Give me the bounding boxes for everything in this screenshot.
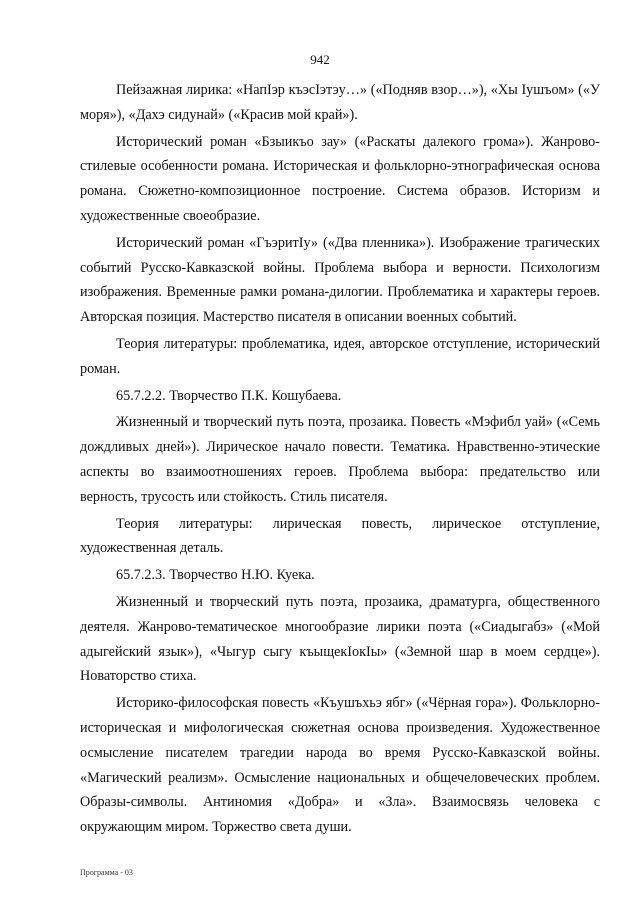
paragraph-novel-two-prisoners: Исторический роман «ГъэритIу» («Два пленника»). Изображение трагических событий Русско-Кавказской войны. Проблема выбора и верности. Психологизм изображения. Временные рамки романа-дилогии. Проблематика и характеры героев. Авторская позиция. Мастерство писателя в описании военных событий.: [80, 234, 600, 326]
paragraph-novel-bzyiko-zau: Исторический роман «Бзыикъо зау» («Раскаты далекого грома»). Жанрово-стилевые особенности романа. Историческая и фольклорно-этнографическая основа романа. Сюжетно-композиционное построение. Система образов. Историзм и художественные своеобразие.: [80, 133, 600, 224]
paragraph-literary-theory-2: Теория литературы: лирическая повесть, лирическое отступление, художественная деталь.: [80, 515, 600, 557]
paragraph-literary-theory-1: Теория литературы: проблематика, идея, авторское отступление, исторический роман.: [80, 335, 600, 377]
paragraph-kueka-life: Жизненный и творческий путь поэта, прозаика, драматурга, общественного деятеля. Жанрово-тематическое многообразие лирики поэта («Сиадыгабз» («Мой адыгейский язык»), «Чыгур сыгу къыщекIокIы» («Земной шар в моем сердце»). Новаторство стиха.: [80, 593, 600, 685]
document-body: [80, 78, 600, 840]
paragraph-black-mountain: Историко-философская повесть «Къушъхьэ ябг» («Чёрная гора»). Фольклорно-историческая и мифологическая сюжетная основа произведения. Художественное осмысление писателем трагедии народа во время Русско-Кавказской войны. «Магический реализм». Осмысление национальных и общечеловеческих проблем. Образы-символы. Антиномия «Добра» и «Зла». Взаимосвязь человека с окружающим миром. Торжество света души.: [80, 695, 600, 836]
page-number: 942: [310, 52, 330, 67]
paragraph-landscape-lyrics: Пейзажная лирика: «НапIэр къэсIэтэу…» («Подняв взор…»), «Хы Iушъом» («У моря»), «Дахэ сидунай» («Красив мой край»).: [80, 82, 600, 123]
section-heading-kueka: 65.7.2.3. Творчество Н.Ю. Куека.: [116, 567, 315, 584]
paragraph-koshubaev-life: Жизненный и творческий путь поэта, прозаика. Повесть «Мэфибл уай» («Семь дождливых дней»). Лирическое начало повести. Тематика. Нравственно-этические аспекты во взаимоотношениях героев. Проблема выбора: предательство или верность, трусость или стойкость. Стиль писателя.: [80, 414, 600, 505]
section-heading-koshubaev: 65.7.2.2. Творчество П.К. Кошубаева.: [116, 387, 342, 404]
footer-program-label: Программа - 03: [80, 868, 133, 877]
